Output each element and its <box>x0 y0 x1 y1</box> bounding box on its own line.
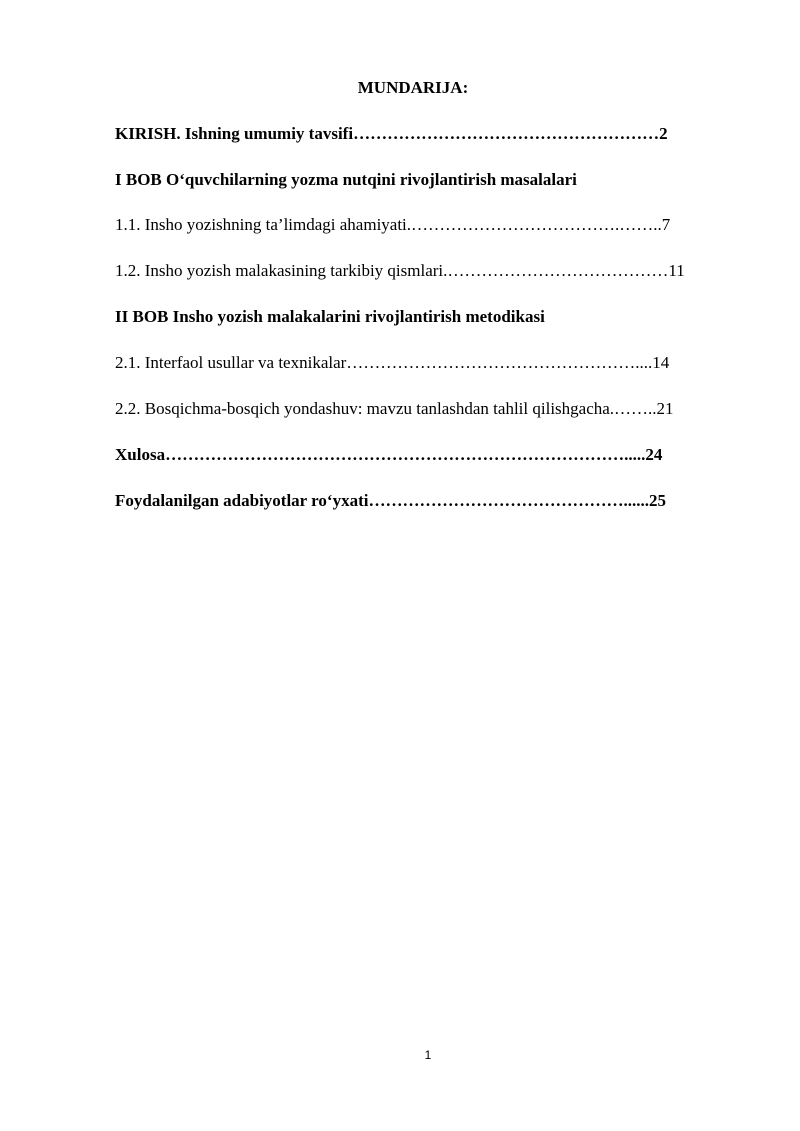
toc-entry-chapter-1: I BOB O‘quvchilarning yozma nutqini rivojlantirish masalalari <box>115 170 577 189</box>
page-number: 1 <box>424 1048 432 1062</box>
toc-entry-introduction: KIRISH. Ishning umumiy tavsifi………………………………………………2 <box>115 124 668 143</box>
toc-entry-conclusion: Xulosa……………………………………………………………………….....24 <box>115 445 663 464</box>
toc-entry-section-1-1: 1.1. Insho yozishning ta’limdagi ahamiyati.……………………………….……..7 <box>115 215 671 234</box>
toc-title: MUNDARIJA: <box>357 78 469 97</box>
toc-entry-references: Foydalanilgan adabiyotlar ro‘yxati………………………………………......25 <box>115 491 666 510</box>
toc-entry-section-1-2: 1.2. Insho yozish malakasining tarkibiy qismlari.…………………………………11 <box>115 261 685 280</box>
toc-entry-section-2-2: 2.2. Bosqichma-bosqich yondashuv: mavzu tanlashdan tahlil qilishgacha.……..21 <box>115 399 674 418</box>
toc-entry-chapter-2: II BOB Insho yozish malakalarini rivojlantirish metodikasi <box>115 307 545 326</box>
toc-entry-section-2-1: 2.1. Interfaol usullar va texnikalar……………………………………………....14 <box>115 353 670 372</box>
